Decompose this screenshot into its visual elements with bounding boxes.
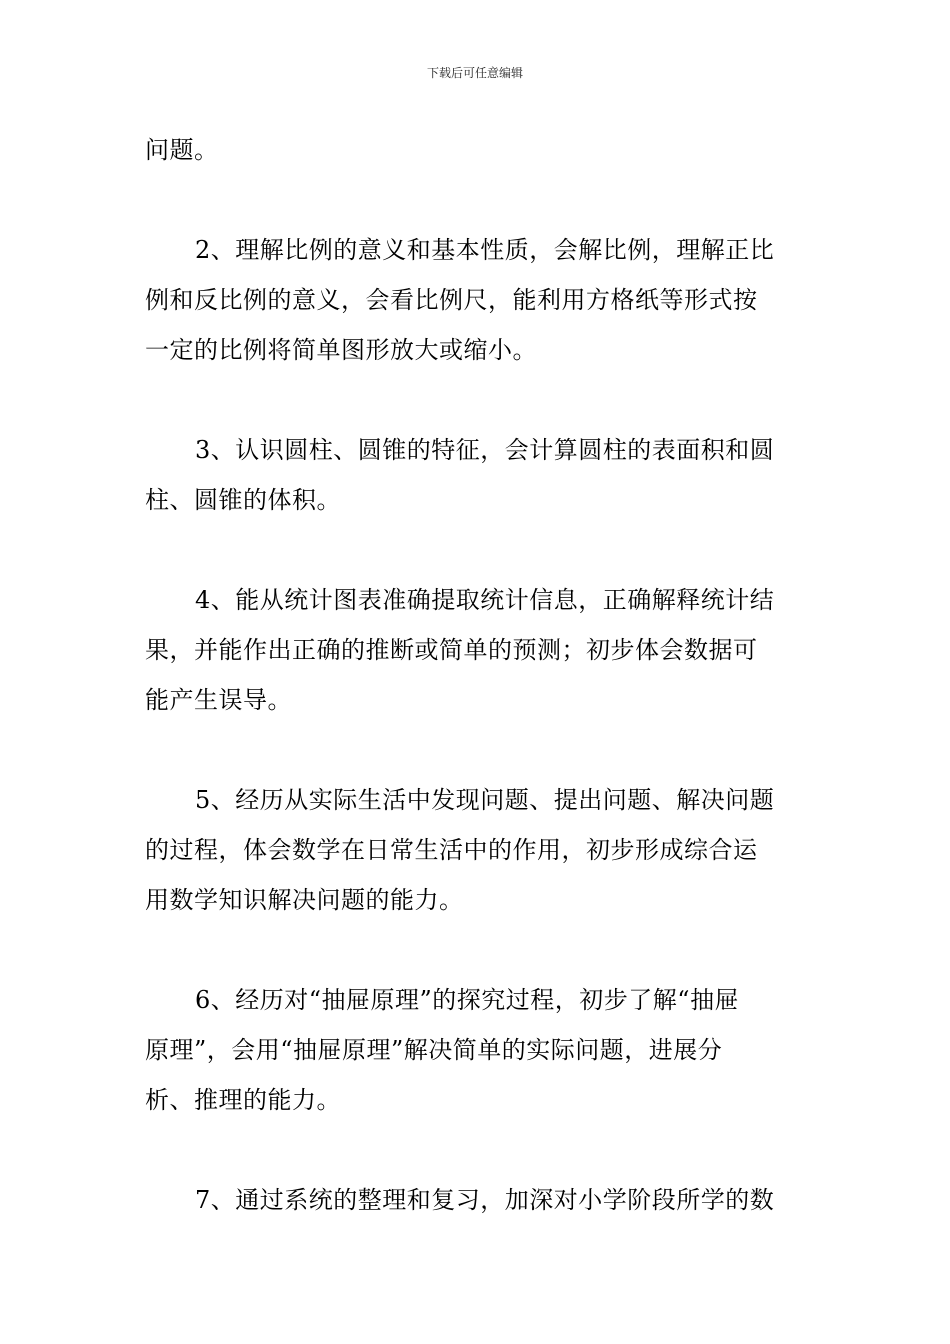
text-line: 例和反比例的意义，会看比例尺，能利用方格纸等形式按 xyxy=(145,286,758,314)
paragraph-first-line: 3、认识圆柱、圆锥的特征，会计算圆柱的表面积和圆 xyxy=(195,436,775,464)
text-line: 析、推理的能力。 xyxy=(145,1086,341,1114)
paragraph-first-line: 2、理解比例的意义和基本性质，会解比例，理解正比 xyxy=(195,236,775,264)
text-line: 用数学知识解决问题的能力。 xyxy=(145,886,464,914)
text-line: 能产生误导。 xyxy=(145,686,292,714)
text-line: 的过程，体会数学在日常生活中的作用，初步形成综合运 xyxy=(145,836,758,864)
paragraph-first-line: 7、通过系统的整理和复习，加深对小学阶段所学的数 xyxy=(195,1186,775,1214)
paragraph-first-line: 5、经历从实际生活中发现问题、提出问题、解决问题 xyxy=(195,786,775,814)
paragraph-first-line: 4、能从统计图表准确提取统计信息，正确解释统计结 xyxy=(195,586,775,614)
text-line: 柱、圆锥的体积。 xyxy=(145,486,341,514)
text-line: 原理”，会用“抽屉原理”解决简单的实际问题，进展分 xyxy=(145,1036,723,1064)
text-line: 问题。 xyxy=(145,136,219,164)
text-line: 一定的比例将简单图形放大或缩小。 xyxy=(145,336,537,364)
page-header: 下载后可任意编辑 xyxy=(426,66,523,80)
paragraph-first-line: 6、经历对“抽屉原理”的探究过程，初步了解“抽屉 xyxy=(195,986,740,1014)
text-line: 果，并能作出正确的推断或简单的预测；初步体会数据可 xyxy=(145,636,758,664)
